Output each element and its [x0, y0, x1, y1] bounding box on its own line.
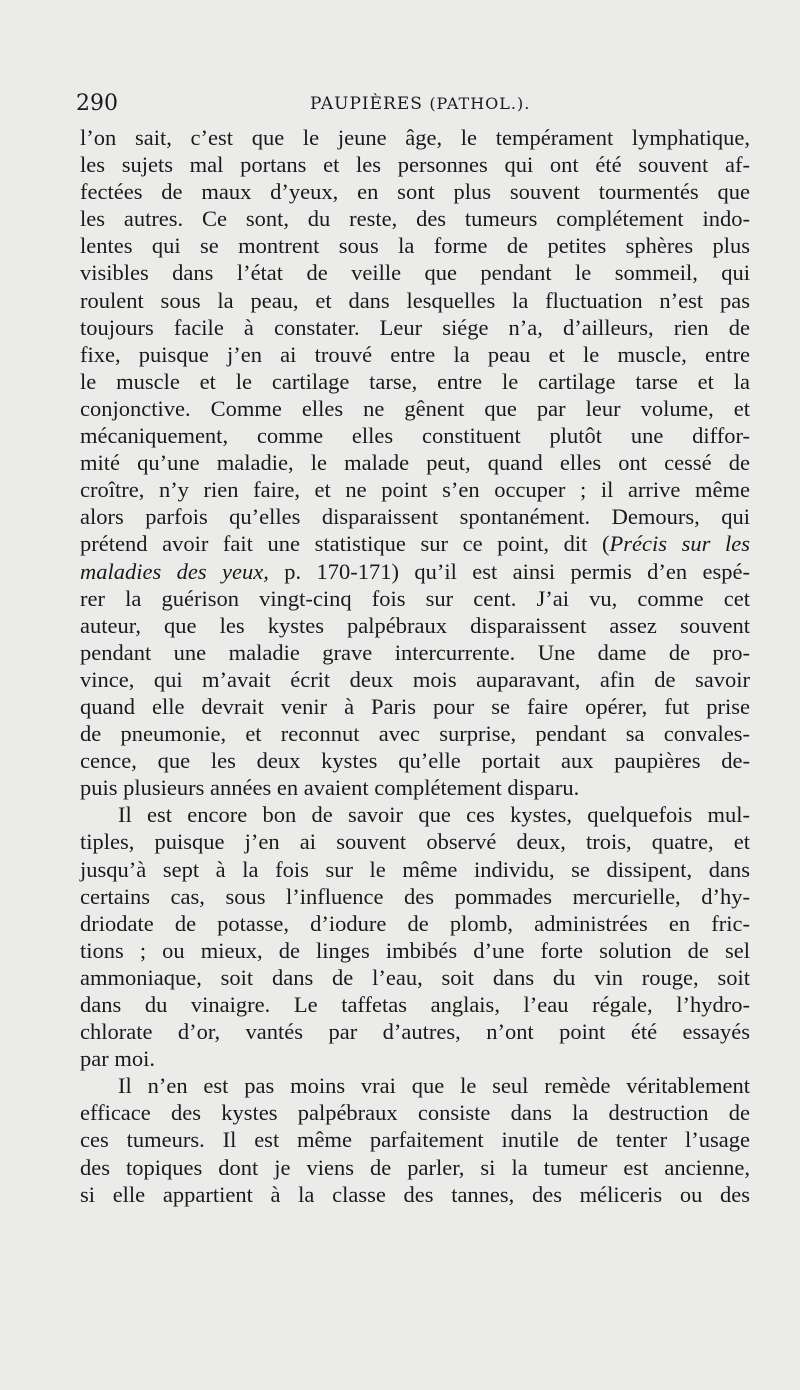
text-line: certains cas, sous l’influence des pommades mercurielle, d’hy-: [80, 883, 750, 909]
text-line: roulent sous la peau, et dans lesquelles la fluctuation n’est pas: [80, 287, 750, 313]
running-head: [310, 86, 530, 122]
paragraph-3: [80, 1072, 750, 1207]
text-line: dans du vinaigre. Le taffetas anglais, l’eau régale, l’hydro-: [80, 992, 750, 1017]
text-line: vince, qui m’avait écrit deux mois auparavant, afin de savoir: [80, 666, 750, 692]
text-line: ces tumeurs. Il est même parfaitement inutile de tenter l’usage: [80, 1127, 750, 1153]
text-line: toujours facile à constater. Leur siége n’a, d’ailleurs, rien de: [80, 314, 750, 340]
text-line: fectées de maux d’yeux, en sont plus souvent tourmentés que: [80, 179, 750, 205]
running-head-title: PAUPIÈRES: [310, 94, 423, 114]
text-line: Il n’en est pas moins vrai que le seul remède véritablement: [118, 1073, 750, 1099]
paragraph-1-cont: [80, 530, 750, 801]
text-line: efficace des kystes palpébraux consiste dans la destruction de: [80, 1100, 750, 1126]
text-line: driodate de potasse, d’iodure de plomb, administrées en fric-: [80, 910, 750, 936]
text-line: visibles dans l’état de veille que pendant le sommeil, qui: [80, 260, 750, 286]
text-line-citation: [80, 558, 750, 585]
text-line: jusqu’à sept à la fois sur le même individu, se dissipent, dans: [80, 856, 750, 882]
text-line: chlorate d’or, vantés par d’autres, n’ont point été essayés: [80, 1019, 750, 1045]
text-line: Il est encore bon de savoir que ces kystes, quelquefois mul-: [118, 802, 750, 828]
paragraph-2: [80, 801, 750, 1072]
text-line: l’on sait, c’est que le jeune âge, le tempérament lymphatique,: [80, 125, 750, 150]
text-line: pendant une maladie grave intercurrente. Une dame de pro-: [80, 639, 750, 665]
text-line: de pneumonie, et reconnut avec surprise, pendant sa convales-: [80, 721, 750, 747]
citation-title-italic: Précis sur les: [609, 531, 750, 557]
text-line: si elle appartient à la classe des tannes, des méliceris ou des: [80, 1181, 750, 1207]
text-line: lentes qui se montrent sous la forme de petites sphères plus: [80, 233, 750, 259]
text-line: puis plusieurs années en avaient complétement disparu.: [80, 775, 580, 801]
text-line: conjonctive. Comme elles ne gênent que par leur volume, et: [80, 395, 750, 421]
text-line: par moi.: [80, 1046, 155, 1072]
text-line: ammoniaque, soit dans de l’eau, soit dans du vin rouge, soit: [80, 964, 750, 990]
text-line: rer la guérison vingt-cinq fois sur cent. J’ai vu, comme cet: [80, 585, 750, 611]
text-line: des topiques dont je viens de parler, si la tumeur est ancienne,: [80, 1154, 750, 1180]
page-number: 290: [76, 91, 118, 116]
text-line: croître, n’y rien faire, et ne point s’en occuper ; il arrive même: [80, 477, 750, 503]
page-body: [80, 124, 750, 1208]
text-line: le muscle et le cartilage tarse, entre le cartilage tarse et la: [80, 368, 750, 394]
text-line: alors parfois qu’elles disparaissent spontanément. Demours, qui: [80, 504, 750, 530]
paragraph-1: [80, 124, 750, 530]
text-line: les autres. Ce sont, du reste, des tumeurs complétement indo-: [80, 206, 750, 232]
citation-title-italic: maladies des yeux,: [80, 558, 269, 584]
text-line: mécaniquement, comme elles constituent plutôt une diffor-: [80, 423, 750, 449]
text-line: fixe, puisque j’en ai trouvé entre la peau et le muscle, entre: [80, 341, 750, 367]
citation-text: p. 170-171) qu’il est ainsi permis d’en espé-: [268, 558, 750, 584]
text-line: tions ; ou mieux, de linges imbibés d’une forte solution de sel: [80, 937, 750, 963]
text-line: quand elle devrait venir à Paris pour se faire opérer, fut prise: [80, 693, 750, 719]
text-line: tiples, puisque j’en ai souvent observé deux, trois, quatre, et: [80, 829, 750, 855]
text-line: auteur, que les kystes palpébraux disparaissent assez souvent: [80, 612, 750, 638]
text-line-citation: [80, 530, 750, 557]
text-line: cence, que les deux kystes qu’elle portait aux paupières de-: [80, 748, 750, 774]
text-line: mité qu’une maladie, le malade peut, quand elles ont cessé de: [80, 450, 750, 476]
citation-text: prétend avoir fait une statistique sur ce point, dit (: [80, 531, 610, 557]
text-line: les sujets mal portans et les personnes qui ont été souvent af-: [80, 152, 750, 178]
page-header: [76, 86, 748, 122]
running-head-subtitle: (PATHOL.).: [429, 94, 531, 113]
